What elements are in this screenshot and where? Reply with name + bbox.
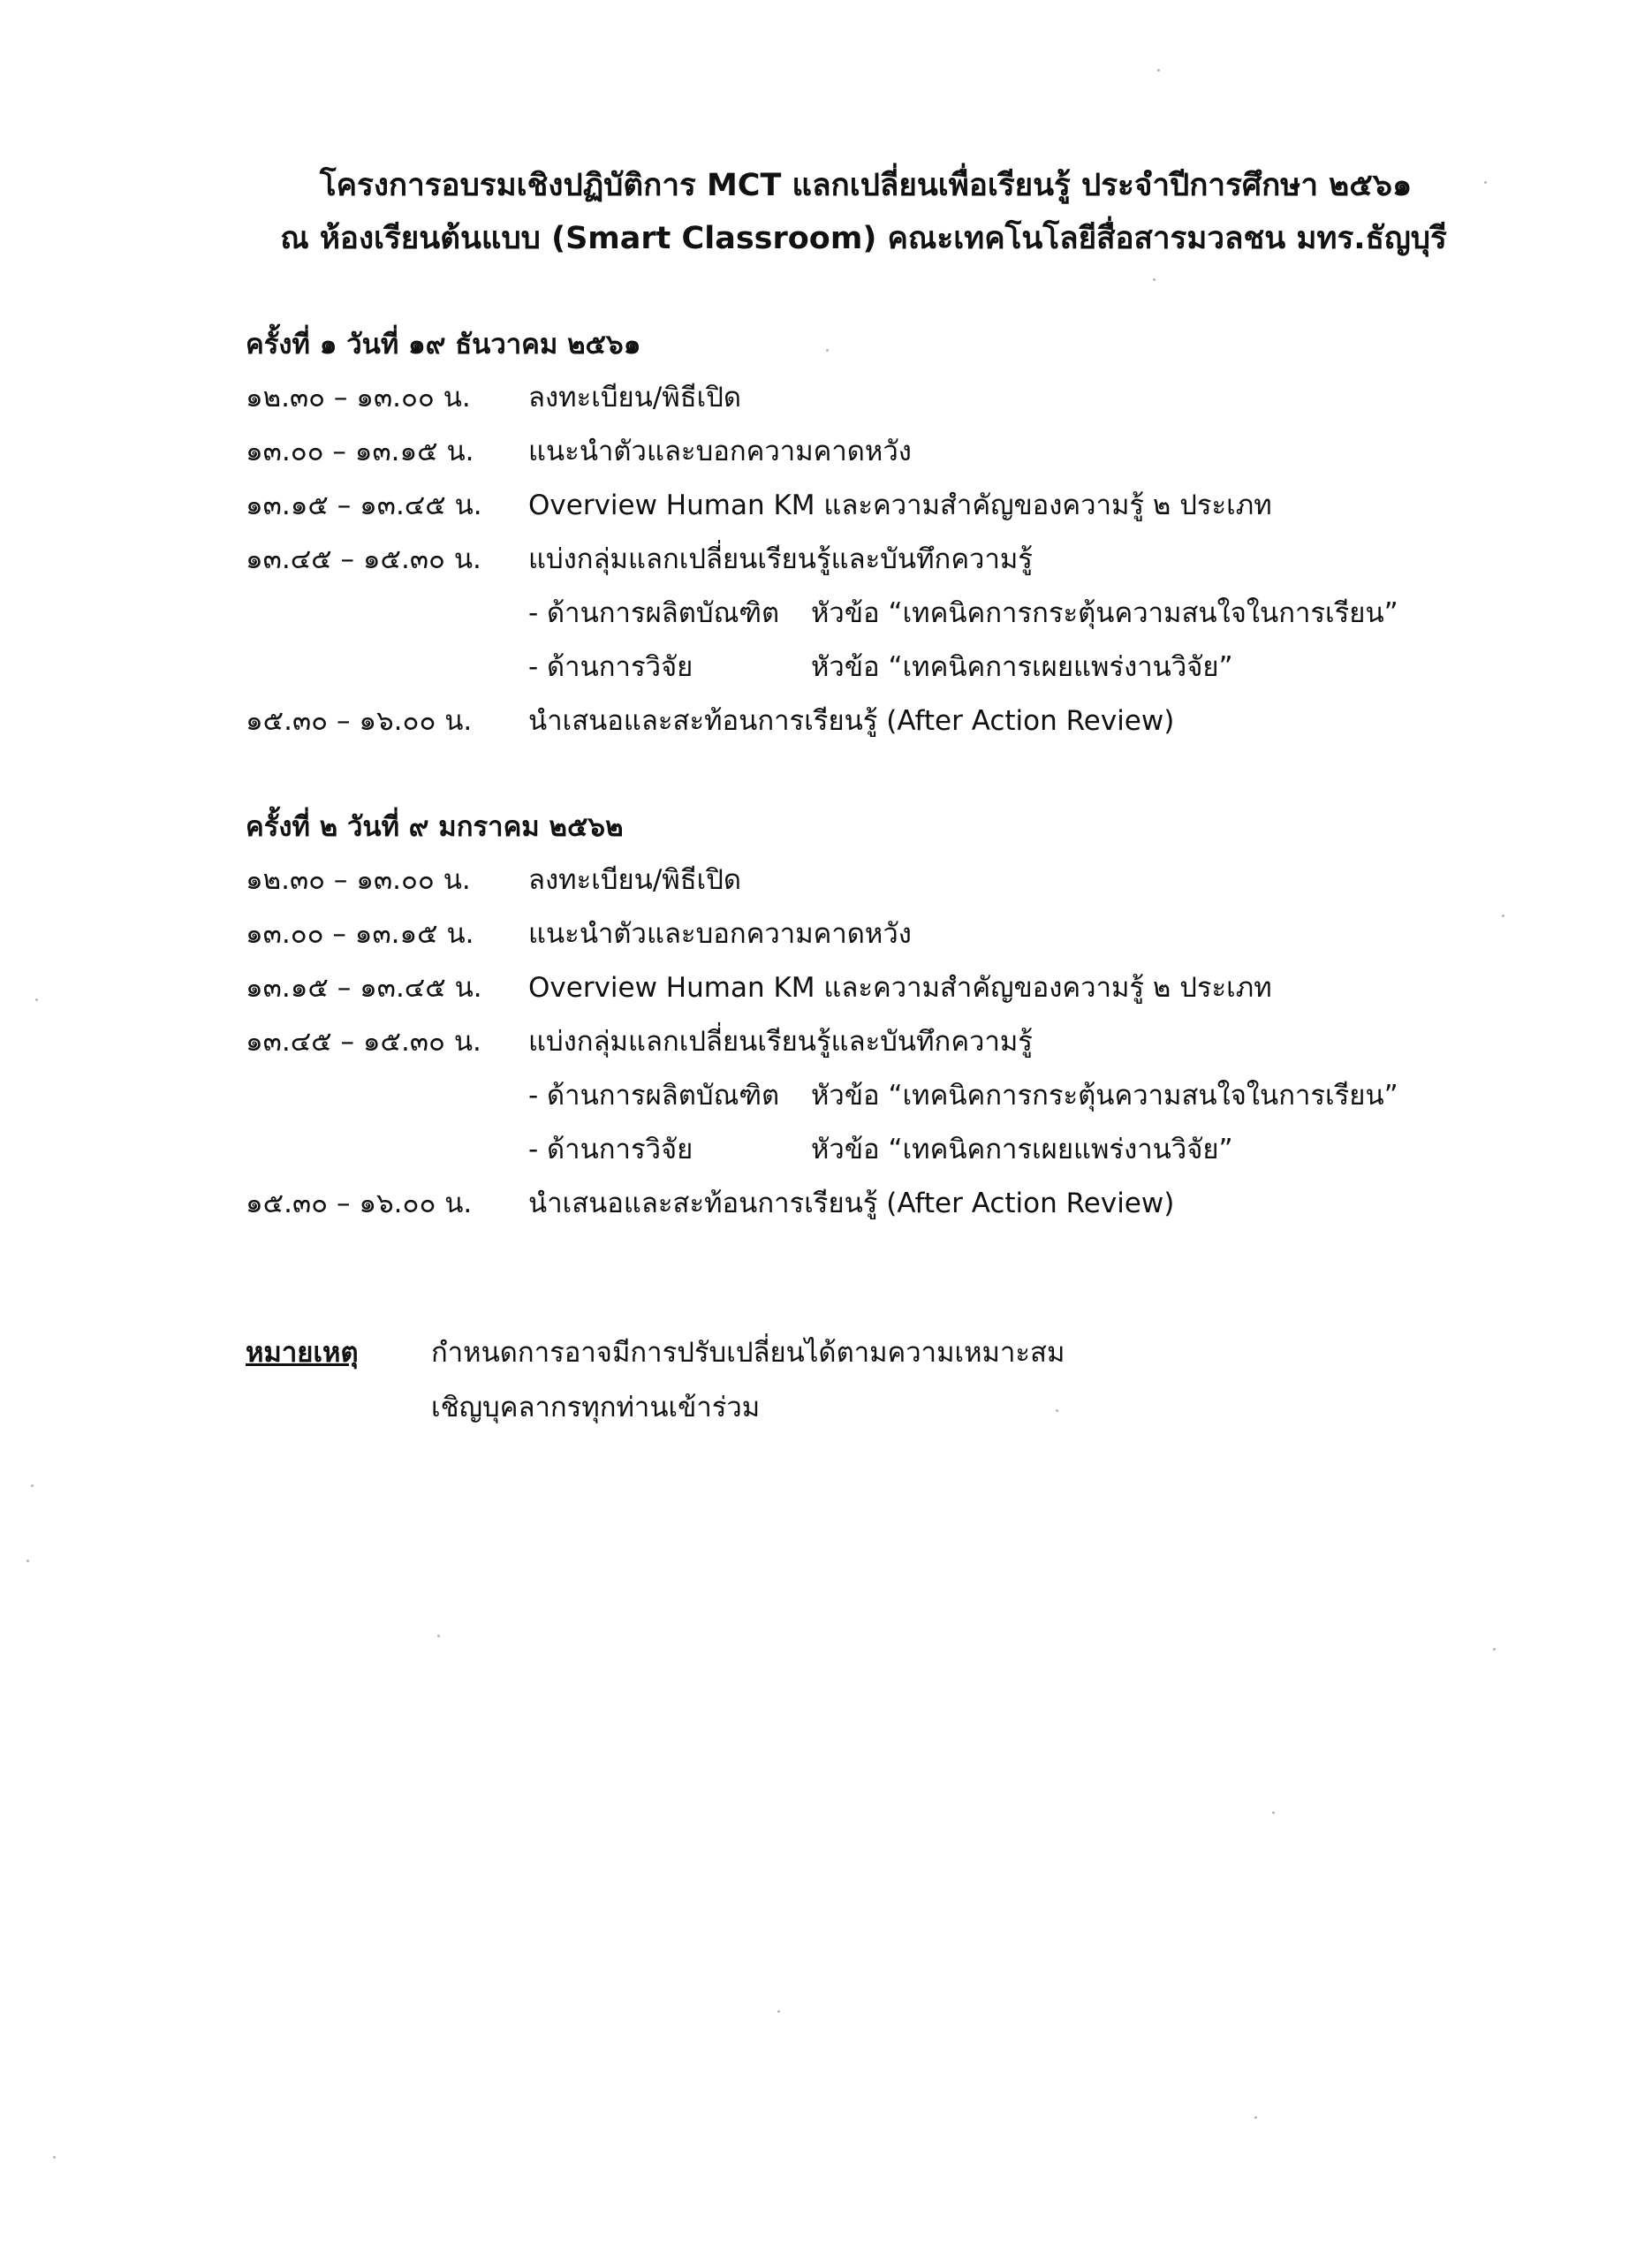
scan-speck — [31, 1484, 34, 1487]
schedule-row — [246, 854, 1394, 907]
schedule-row — [246, 533, 1394, 587]
scan-speck — [1493, 1648, 1496, 1651]
activity: แนะนำตัวและบอกความคาดหวัง — [528, 918, 912, 950]
activity: ลงทะเบียน/พิธีเปิด — [528, 382, 742, 414]
scan-speck — [1153, 278, 1156, 281]
schedule-row — [246, 907, 1394, 961]
activity: นำเสนอและสะท้อนการเรียนรู้ (After Action Review) — [528, 705, 1175, 737]
time-range: ๑๒.๓๐ – ๑๓.๐๐ น. — [246, 382, 471, 414]
sub-item-label: - ด้านการผลิตบัณฑิต — [528, 1080, 780, 1112]
title-line-1: โครงการอบรมเชิงปฏิบัติการ MCT แลกเปลี่ยนเพื่อเรียนรู้ ประจำปีการศึกษา ๒๕๖๑ — [319, 168, 1413, 203]
document-title — [0, 159, 1652, 265]
schedule-row — [246, 425, 1394, 479]
sub-item-row — [246, 641, 1394, 695]
note-row — [246, 1380, 1394, 1435]
sub-item-row — [246, 587, 1398, 641]
schedule-row — [246, 961, 1394, 1015]
schedule-row — [246, 1015, 1394, 1069]
activity: ลงทะเบียน/พิธีเปิด — [528, 864, 742, 896]
scan-speck — [777, 2010, 780, 2013]
scan-speck — [35, 998, 38, 1001]
sub-item-topic: หัวข้อ “เทคนิคการเผยแพร่งานวิจัย” — [811, 651, 1233, 683]
scan-speck — [27, 1560, 29, 1562]
sub-item-topic: หัวข้อ “เทคนิคการกระตุ้นความสนใจในการเรียน” — [811, 1080, 1398, 1112]
scan-speck — [1272, 1811, 1275, 1814]
note-section — [246, 1325, 1394, 1435]
scan-speck — [53, 2156, 56, 2159]
scan-speck — [437, 1635, 440, 1637]
time-range: ๑๕.๓๐ – ๑๖.๐๐ น. — [246, 705, 473, 737]
note-text: เชิญบุคลากรทุกท่านเข้าร่วม — [431, 1392, 761, 1423]
schedule-row — [246, 479, 1394, 533]
time-range: ๑๓.๐๐ – ๑๓.๑๕ น. — [246, 436, 474, 467]
activity: นำเสนอและสะท้อนการเรียนรู้ (After Action Review) — [528, 1188, 1175, 1219]
time-range: ๑๓.๐๐ – ๑๓.๑๕ น. — [246, 918, 474, 950]
title-line-2: ณ ห้องเรียนต้นแบบ (Smart Classroom) คณะเทคโนโลยีสื่อสารมวลชน มทร.ธัญบุรี — [280, 221, 1447, 256]
sub-item-label: - ด้านการวิจัย — [528, 1134, 693, 1165]
schedule-row — [246, 371, 1394, 425]
note-label: หมายเหตุ — [246, 1337, 359, 1369]
time-range: ๑๒.๓๐ – ๑๓.๐๐ น. — [246, 864, 471, 896]
time-range: ๑๓.๔๕ – ๑๕.๓๐ น. — [246, 1026, 481, 1058]
activity: Overview Human KM และความสำคัญของความรู้ ๒ ประเภท — [528, 490, 1272, 521]
time-range: ๑๓.๑๕ – ๑๓.๔๕ น. — [246, 490, 482, 521]
sub-item-row — [246, 1069, 1398, 1123]
time-range: ๑๓.๔๕ – ๑๕.๓๐ น. — [246, 543, 481, 575]
session-heading: ครั้งที่ ๒ วันที่ ๙ มกราคม ๒๕๖๒ — [246, 811, 624, 843]
sub-item-row — [246, 1123, 1394, 1177]
scan-speck — [1157, 69, 1160, 72]
schedule-row — [246, 1177, 1394, 1231]
note-row — [246, 1325, 1394, 1380]
time-range: ๑๓.๑๕ – ๑๓.๔๕ น. — [246, 972, 482, 1004]
activity: แนะนำตัวและบอกความคาดหวัง — [528, 436, 912, 467]
scan-speck — [1502, 915, 1504, 917]
sub-item-topic: หัวข้อ “เทคนิคการกระตุ้นความสนใจในการเรียน” — [811, 597, 1398, 629]
sub-item-topic: หัวข้อ “เทคนิคการเผยแพร่งานวิจัย” — [811, 1134, 1233, 1165]
activity: แบ่งกลุ่มแลกเปลี่ยนเรียนรู้และบันทึกความรู้ — [528, 1026, 1033, 1058]
session-1 — [246, 318, 1398, 748]
sub-item-label: - ด้านการวิจัย — [528, 651, 693, 683]
sub-item-label: - ด้านการผลิตบัณฑิต — [528, 597, 780, 629]
time-range: ๑๕.๓๐ – ๑๖.๐๐ น. — [246, 1188, 473, 1219]
scan-speck — [1254, 2116, 1257, 2119]
note-text: กำหนดการอาจมีการปรับเปลี่ยนได้ตามความเหมาะสม — [431, 1337, 1065, 1369]
schedule-row — [246, 695, 1394, 748]
activity: Overview Human KM และความสำคัญของความรู้ ๒ ประเภท — [528, 972, 1272, 1004]
session-heading: ครั้งที่ ๑ วันที่ ๑๙ ธันวาคม ๒๕๖๑ — [246, 329, 641, 361]
activity: แบ่งกลุ่มแลกเปลี่ยนเรียนรู้และบันทึกความรู้ — [528, 543, 1033, 575]
session-2 — [246, 801, 1398, 1231]
